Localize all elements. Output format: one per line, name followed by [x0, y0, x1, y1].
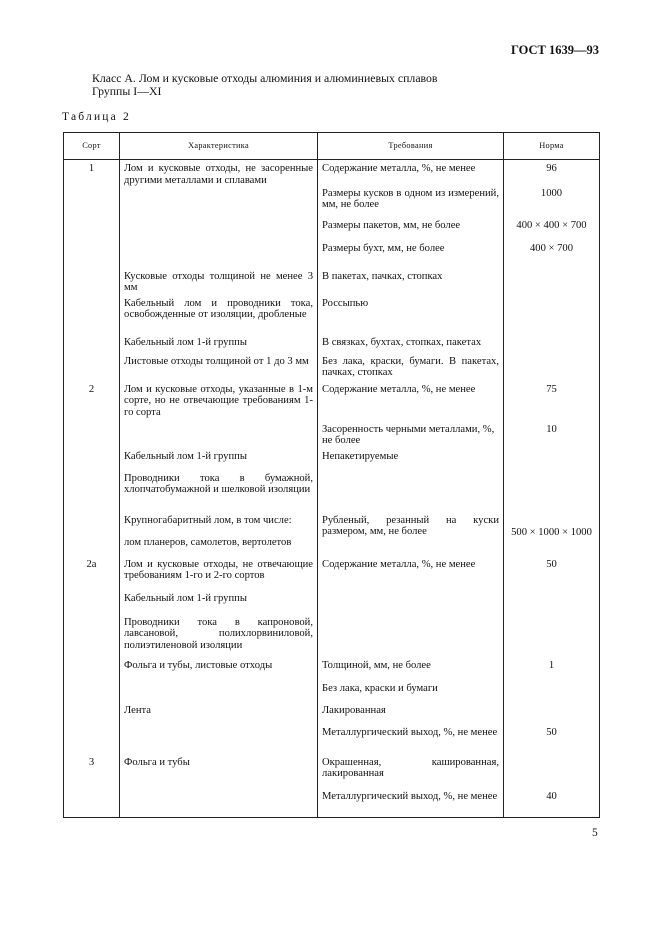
table-row	[64, 469, 600, 513]
cell-norm	[504, 356, 600, 382]
table-row	[64, 220, 600, 243]
cell-sort	[64, 727, 120, 755]
cell-sort	[64, 791, 120, 818]
cell-characteristic	[120, 424, 318, 447]
cell-requirement: Размеры пакетов, мм, не более	[318, 220, 504, 243]
cell-characteristic: Лом и кусковые отходы, не засоренные другими металлами и сплавами	[120, 160, 318, 188]
class-title-line: Класс А. Лом и кусковые отходы алюминия и алюминиевых сплавов	[92, 71, 438, 85]
cell-norm: 400 × 400 × 700	[504, 220, 600, 243]
cell-norm: 50	[504, 727, 600, 755]
groups-line: Группы I—XI	[92, 84, 162, 98]
cell-sort: 3	[64, 755, 120, 791]
table-row	[64, 382, 600, 424]
cell-norm	[504, 593, 600, 613]
cell-requirement: Непакетируемые	[318, 447, 504, 469]
cell-requirement: Толщиной, мм, не более	[318, 660, 504, 683]
table-row	[64, 613, 600, 660]
table-row	[64, 266, 600, 296]
cell-requirement: В связках, бухтах, стопках, пакетах	[318, 337, 504, 356]
cell-characteristic: Фольга и тубы, листовые отходы	[120, 660, 318, 683]
cell-norm	[504, 337, 600, 356]
cell-norm: 500 × 1000 × 1000	[504, 513, 600, 557]
cell-characteristic	[120, 188, 318, 220]
document-code: ГОСТ 1639—93	[510, 43, 599, 57]
cell-characteristic: лом планеров, самолетов, вертолетов	[120, 537, 318, 557]
cell-characteristic	[120, 220, 318, 243]
cell-sort	[64, 513, 120, 537]
cell-sort	[64, 660, 120, 683]
cell-characteristic: Кабельный лом 1-й группы	[120, 593, 318, 613]
cell-requirement: Россыпью	[318, 296, 504, 337]
table-row	[64, 160, 600, 188]
cell-sort	[64, 220, 120, 243]
cell-characteristic: Проводники тока в капроновой, лавсановой, полихлорвиниловой, полиэтиленовой изоляции	[120, 613, 318, 660]
cell-requirement	[318, 593, 504, 613]
cell-norm: 40	[504, 791, 600, 818]
table-row	[64, 447, 600, 469]
cell-requirement: Засоренность черными металлами, %, не более	[318, 424, 504, 447]
cell-requirement: Без лака, краски и бумаги	[318, 683, 504, 705]
cell-norm	[504, 683, 600, 705]
cell-norm: 96	[504, 160, 600, 188]
cell-sort	[64, 356, 120, 382]
table-row	[64, 337, 600, 356]
cell-norm: 1	[504, 660, 600, 683]
column-header-norm: Норма	[504, 133, 600, 160]
cell-sort	[64, 705, 120, 727]
table-row	[64, 188, 600, 220]
table-row	[64, 705, 600, 727]
table-row	[64, 356, 600, 382]
cell-characteristic	[120, 243, 318, 266]
cell-sort	[64, 469, 120, 513]
cell-norm	[504, 469, 600, 513]
cell-characteristic: Кабельный лом 1-й группы	[120, 337, 318, 356]
cell-requirement: Размеры кусков в одном из измерений, мм, не более	[318, 188, 504, 220]
cell-characteristic: Лента	[120, 705, 318, 727]
cell-requirement: Металлургический выход, %, не менее	[318, 727, 504, 755]
cell-norm: 50	[504, 557, 600, 593]
table-row	[64, 683, 600, 705]
cell-requirement: Содержание металла, %, не менее	[318, 382, 504, 424]
table-row	[64, 424, 600, 447]
cell-requirement: Лакированная	[318, 705, 504, 727]
cell-norm	[504, 613, 600, 660]
table-row	[64, 791, 600, 818]
cell-requirement: Без лака, краски, бумаги. В пакетах, пачках, стопках	[318, 356, 504, 382]
cell-requirement	[318, 613, 504, 660]
cell-sort: 2а	[64, 557, 120, 593]
table-header-row	[64, 133, 600, 160]
cell-sort	[64, 337, 120, 356]
cell-requirement: Содержание металла, %, не менее	[318, 160, 504, 188]
page-number: 5	[592, 827, 598, 839]
cell-sort	[64, 593, 120, 613]
cell-norm: 75	[504, 382, 600, 424]
cell-norm: 400 × 700	[504, 243, 600, 266]
cell-sort	[64, 266, 120, 296]
cell-sort	[64, 683, 120, 705]
table-row	[64, 513, 600, 537]
cell-characteristic	[120, 683, 318, 705]
table-row	[64, 243, 600, 266]
cell-norm	[504, 755, 600, 791]
cell-requirement: Содержание металла, %, не менее	[318, 557, 504, 593]
cell-sort	[64, 447, 120, 469]
cell-norm	[504, 447, 600, 469]
column-header-requirements: Требования	[318, 133, 504, 160]
table-row	[64, 755, 600, 791]
cell-sort	[64, 243, 120, 266]
cell-characteristic	[120, 727, 318, 755]
cell-sort: 1	[64, 160, 120, 188]
cell-norm: 1000	[504, 188, 600, 220]
cell-requirement: В пакетах, пачках, стопках	[318, 266, 504, 296]
cell-norm	[504, 296, 600, 337]
cell-norm	[504, 266, 600, 296]
table-row	[64, 660, 600, 683]
table-row	[64, 593, 600, 613]
table-row	[64, 296, 600, 337]
cell-characteristic: Листовые отходы толщиной от 1 до 3 мм	[120, 356, 318, 382]
cell-characteristic: Кабельный лом 1-й группы	[120, 447, 318, 469]
cell-requirement: Окрашенная, кашированная, лакированная	[318, 755, 504, 791]
cell-requirement	[318, 469, 504, 513]
cell-characteristic: Кабельный лом и проводники тока, освобожденные от изоляции, дробленые	[120, 296, 318, 337]
cell-characteristic: Лом и кусковые отходы, не отвечающие требованиям 1-го и 2-го сортов	[120, 557, 318, 593]
table-row	[64, 557, 600, 593]
cell-characteristic: Крупногабаритный лом, в том числе:	[120, 513, 318, 537]
table-row	[64, 727, 600, 755]
cell-sort	[64, 188, 120, 220]
cell-sort	[64, 424, 120, 447]
class-title	[92, 72, 438, 98]
cell-sort	[64, 613, 120, 660]
cell-norm	[504, 705, 600, 727]
cell-sort	[64, 537, 120, 557]
cell-sort: 2	[64, 382, 120, 424]
cell-characteristic: Лом и кусковые отходы, указанные в 1-м сорте, но не отвечающие требованиям 1-го сорта	[120, 382, 318, 424]
table-label: Таблица 2	[62, 111, 131, 123]
requirements-table	[63, 132, 600, 818]
cell-characteristic: Кусковые отходы толщиной не менее 3 мм	[120, 266, 318, 296]
cell-requirement: Размеры бухт, мм, не более	[318, 243, 504, 266]
cell-characteristic: Фольга и тубы	[120, 755, 318, 791]
cell-sort	[64, 296, 120, 337]
cell-norm: 10	[504, 424, 600, 447]
cell-characteristic: Проводники тока в бумажной, хлопчатобумажной и шелковой изоляции	[120, 469, 318, 513]
column-header-characteristic: Характеристика	[120, 133, 318, 160]
column-header-sort: Сорт	[64, 133, 120, 160]
cell-requirement: Металлургический выход, %, не менее	[318, 791, 504, 818]
cell-characteristic	[120, 791, 318, 818]
cell-requirement: Рубленый, резанный на куски размером, мм, не более	[318, 513, 504, 557]
